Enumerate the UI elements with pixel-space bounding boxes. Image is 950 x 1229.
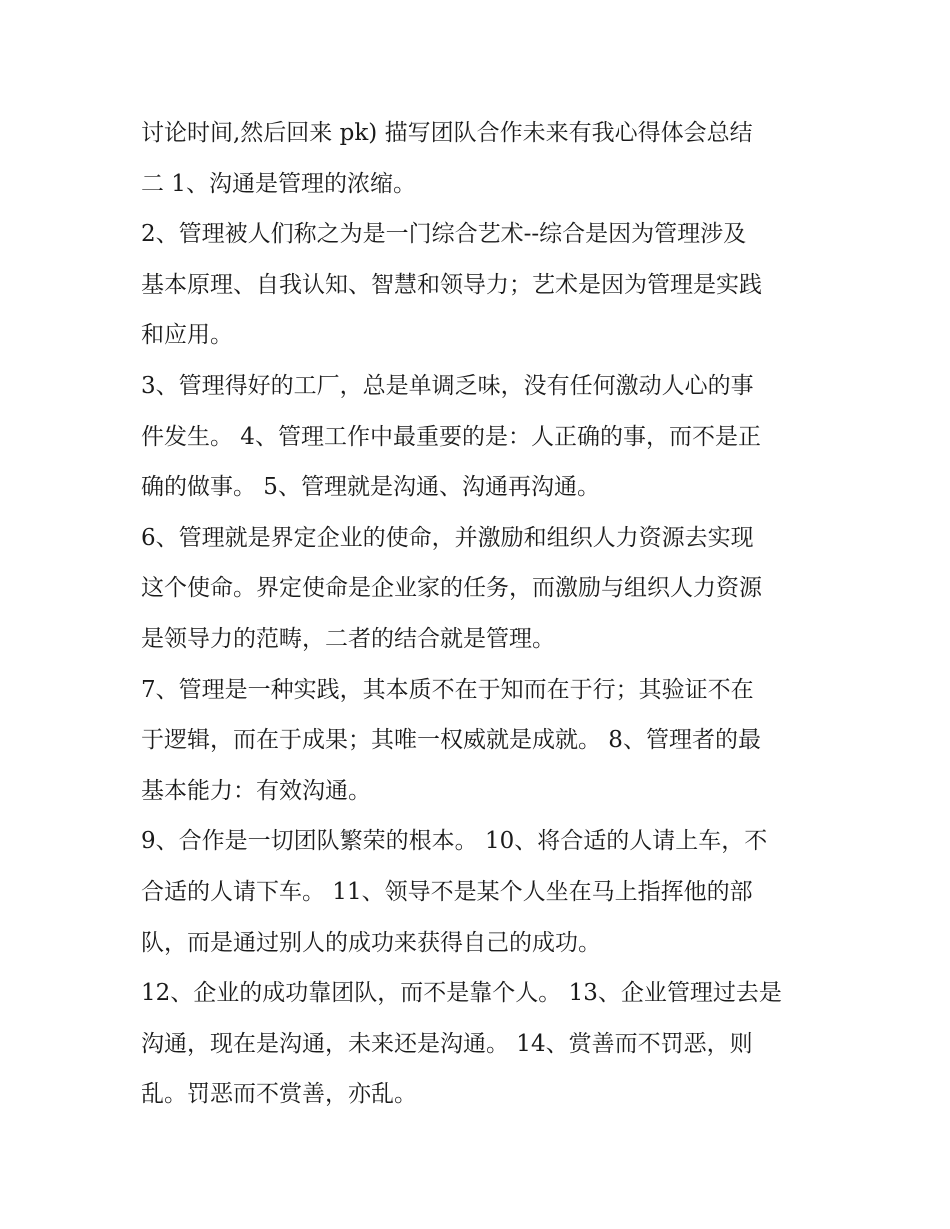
document-body bbox=[141, 108, 831, 1120]
text-line: 3、管理得好的工厂，总是单调乏味，没有任何激动人心的事 bbox=[141, 372, 754, 399]
text-line: 和应用。 bbox=[141, 322, 233, 349]
text-line: 沟通，现在是沟通，未来还是沟通。 14、赏善而不罚恶，则 bbox=[141, 1030, 753, 1057]
text-line: 于逻辑，而在于成果；其唯一权威就是成就。 8、管理者的最 bbox=[141, 727, 761, 754]
text-line: 合适的人请下车。 11、领导不是某个人坐在马上指挥他的部 bbox=[141, 878, 753, 905]
text-line: 二 1、沟通是管理的浓缩。 bbox=[141, 170, 416, 197]
text-line: 乱。罚恶而不赏善，亦乱。 bbox=[141, 1081, 417, 1108]
text-line: 这个使命。界定使命是企业家的任务，而激励与组织人力资源 bbox=[141, 575, 762, 602]
text-line: 12、企业的成功靠团队，而不是靠个人。 13、企业管理过去是 bbox=[141, 980, 782, 1007]
text-line: 讨论时间,然后回来 pk) 描写团队合作未来有我心得体会总结 bbox=[141, 120, 753, 146]
text-line: 9、合作是一切团队繁荣的根本。 10、将合适的人请上车，不 bbox=[141, 828, 768, 855]
text-line: 是领导力的范畴，二者的结合就是管理。 bbox=[141, 625, 555, 652]
text-line: 基本原理、自我认知、智慧和领导力；艺术是因为管理是实践 bbox=[141, 271, 762, 298]
text-line: 6、管理就是界定企业的使命，并激励和组织人力资源去实现 bbox=[141, 524, 754, 551]
text-line: 7、管理是一种实践，其本质不在于知而在于行；其验证不在 bbox=[141, 676, 754, 703]
text-line: 2、管理被人们称之为是一门综合艺术--综合是因为管理涉及 bbox=[141, 221, 747, 248]
text-line: 队，而是通过别人的成功来获得自己的成功。 bbox=[141, 929, 601, 956]
text-line: 件发生。 4、管理工作中最重要的是：人正确的事，而不是正 bbox=[141, 423, 761, 450]
text-line: 确的做事。 5、管理就是沟通、沟通再沟通。 bbox=[141, 474, 600, 501]
text-line: 基本能力：有效沟通。 bbox=[141, 777, 371, 804]
